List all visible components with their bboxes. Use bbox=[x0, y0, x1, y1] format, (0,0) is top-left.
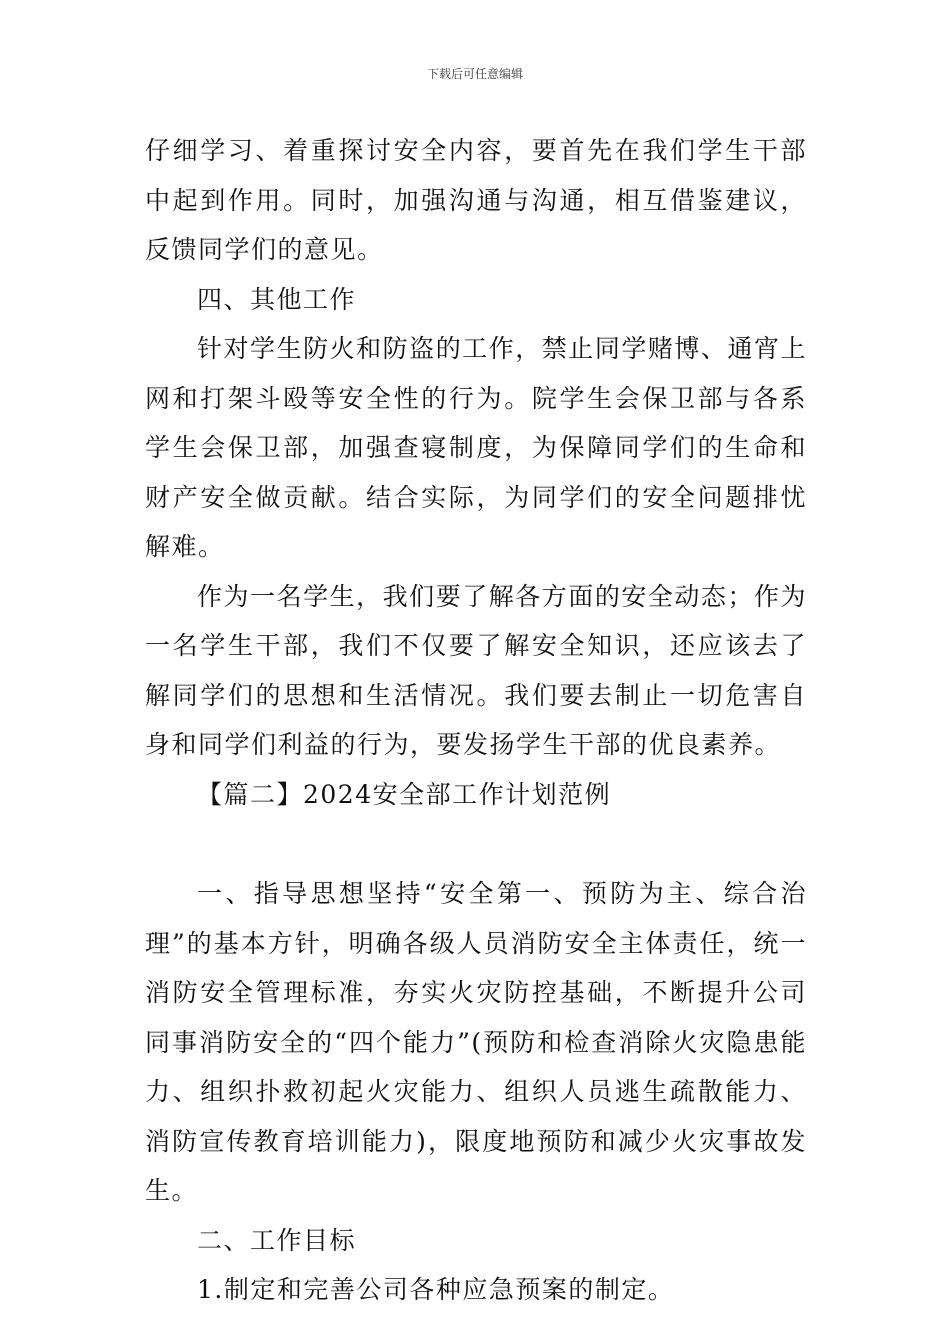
page-header: 下载后可任意编辑 bbox=[426, 67, 523, 81]
section-heading-work-goals: 二、工作目标 bbox=[197, 1225, 357, 1255]
list-item-emergency-plans: 1.制定和完善公司各种应急预案的制定。 bbox=[197, 1275, 675, 1304]
section-heading-other-work: 四、其他工作 bbox=[197, 284, 357, 314]
paragraph-student-cadre: 作为一名学生，我们要了解各方面的安全动态；作为一名学生干部，我们不仅要了解安全知识，还应该去了解同学们的思想和生活情况。我们要去制止一切危害自身和同学们利益的行为，要发扬学生干部的优良素养。 bbox=[145, 581, 807, 759]
paragraph-continuation: 仔细学习、着重探讨安全内容，要首先在我们学生干部中起到作用。同时，加强沟通与沟通，相互借鉴建议，反馈同学们的意见。 bbox=[145, 136, 807, 264]
paragraph-guiding-ideology: 一、指导思想坚持“安全第一、预防为主、综合治理”的基本方针，明确各级人员消防安全主体责任，统一消防安全管理标准，夯实火灾防控基础，不断提升公司同事消防安全的“四个能力”(预防和检查消除火灾隐患能力、组织扑救初起火灾能力、组织人员逃生疏散能力、消防宣传教育培训能力)，限度地预防和减少火灾事故发生。 bbox=[145, 879, 807, 1205]
paragraph-fire-theft-prevention: 针对学生防火和防盗的工作，禁止同学赌博、通宵上网和打架斗殴等安全性的行为。院学生会保卫部与各系学生会保卫部，加强查寝制度，为保障同学们的生命和财产安全做贡献。结合实际，为同学们的安全问题排忧解难。 bbox=[145, 334, 807, 561]
document-body bbox=[145, 126, 807, 1315]
article-title-part-two: 【篇二】2024安全部工作计划范例 bbox=[197, 779, 612, 809]
blank-line bbox=[145, 819, 807, 869]
